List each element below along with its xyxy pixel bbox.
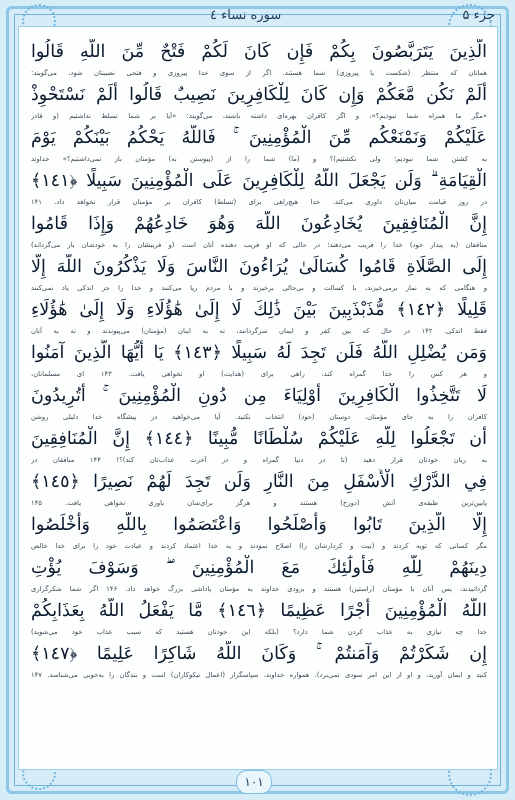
verse-line: الَّذِينَ يَتَرَبَّصُونَ بِكُمْ فَإِن كَانَ لَكُمْ فَتْحٌ مِّنَ اللَّهِ قَالُوا — [31, 42, 487, 62]
verse-line: إِلَى الصَّلَاةِ قَامُوا كُسَالَىٰ يُرَاءُونَ النَّاسَ وَلَا يَذْكُرُونَ اللَّهَ إِلَّا — [31, 257, 487, 277]
verse-line: اللَّهُ الْمُؤْمِنِينَ أَجْرًا عَظِيمًا ﴿١٤٦﴾ مَّا يَفْعَلُ اللَّهُ بِعَذَابِكُمْ — [31, 601, 487, 621]
translation-line: همانان كه منتظر (شكست يا پيروزی) شما هستند. اگر از سوی خدا پيروزی و فتحی نصيبتان شود، می‌گويند: — [31, 69, 487, 77]
translation-line: فقط اندكی. ۱۴۲ در حال كه بين كفر و ايمان سرگردانند، نه به اينان (مؤمنان) می‌پيوندند و نه به آنان — [31, 327, 487, 335]
translation-line: مگر كسانی كه توبه كردند و (نيت و كردارشان را) اصلاح نمودند و به خدا اعتماد كردند و عبادت خود را برای خدا خالص — [31, 542, 487, 550]
verse-line: دِينَهُمْ لِلَّهِ فَأُولَٰئِكَ مَعَ الْمُؤْمِنِينَ ۖ وَسَوْفَ يُؤْتِ — [31, 558, 487, 578]
verse-line: إِلَّا الَّذِينَ تَابُوا وَأَصْلَحُوا وَاعْتَصَمُوا بِاللَّهِ وَأَخْلَصُوا — [31, 515, 487, 535]
translation-line: خدا چه نيازی به عذاب كردن شما دارد؟ (بلكه اين خودتان هستيد كه سبب عذاب خود می‌شويد) — [31, 628, 487, 636]
translation-line: كنيد و ايمان آوريد، و او از اين امر سودی نمی‌برد)، همواره خداوند، سپاسگزار (اعمال نيكوكاران) است و بندگان را به‌خوبی می‌شناسد. ۱۴۷ — [31, 671, 487, 679]
page-number: ۱۰۱ — [236, 770, 272, 794]
surah-label: سوره نساء ٤ — [210, 7, 282, 23]
page-header — [210, 4, 495, 26]
verse-line: أَن تَجْعَلُوا لِلَّهِ عَلَيْكُمْ سُلْطَانًا مُّبِينًا ﴿١٤٤﴾ إِنَّ الْمُنَافِقِينَ — [31, 429, 487, 449]
translation-line: منافقان (به پندار خود) خدا را فريب می‌دهند؛ در حالی كه او فريب دهنده آنان است (و فريبشان را به خودشان باز می‌گرداند) — [31, 241, 487, 249]
juz-label: جزء ۵ — [462, 7, 495, 23]
verse-line: أَلَمْ نَكُن مَّعَكُمْ وَإِن كَانَ لِلْكَافِرِينَ نَصِيبٌ قَالُوا أَلَمْ نَسْتَحْوِذْ — [31, 85, 487, 105]
translation-line: «مگر ما همراه شما نبوديم؟»، و اگر كافران بهره‌ای داشته باشند، می‌گويند: «آيا بر شما تسلط نداشتيم (و قادر — [31, 112, 487, 120]
translation-line: در روز قيامت ميان‌تان داوری می‌كند. خدا هيچ‌راهی برای (تسلط) كافران بر مؤمنان قرار نخواهد داد. ۱۴۱ — [31, 198, 487, 206]
translation-line: پايين‌ترين طبقه‌ی آتش (دوزخ) هستند و هرگز برای‌شان ياوری نخواهی يافت. ۱۴۵ — [31, 499, 487, 507]
verse-line: إِنَّ الْمُنَافِقِينَ يُخَادِعُونَ اللَّهَ وَهُوَ خَادِعُهُمْ وَإِذَا قَامُوا — [31, 214, 487, 234]
verse-line: قَلِيلًا ﴿١٤٢﴾ مُّذَبْذَبِينَ بَيْنَ ذَٰلِكَ لَا إِلَىٰ هَٰؤُلَاءِ وَلَا إِلَىٰ هَٰؤُلَاءِ — [31, 300, 487, 320]
translation-line: گردانيدند، پس آنان با مؤمنان (راستين) هستند و بزودی خداوند به مؤمنان پاداشی بزرگ خواهد داد. ۱۴۶ اگر شما شكرگزاری — [31, 585, 487, 593]
verse-line: عَلَيْكُمْ وَنَمْنَعْكُم مِّنَ الْمُؤْمِنِينَ ۚ فَاللَّهُ يَحْكُمُ بَيْنَكُمْ يَوْمَ — [31, 128, 487, 148]
verse-lines — [31, 39, 487, 684]
translation-line: كافران را به جای مؤمنان، دوستان (خود) انتخاب نكنيد. آيا می‌خواهيد در پيشگاه خدا دليلی روشن — [31, 413, 487, 421]
translation-line: و هر كس را خدا گمراه كند، راهی برای (هدايت) او نخواهی يافت. ۱۴۳ ای مسلمانان، — [31, 370, 487, 378]
verse-line: وَمَن يُضْلِلِ اللَّهُ فَلَن تَجِدَ لَهُ سَبِيلًا ﴿١٤٣﴾ يَا أَيُّهَا الَّذِينَ آمَنُوا — [31, 343, 487, 363]
text-panel — [18, 26, 498, 770]
translation-line: به زيان خودتان قرار دهيد (تا در دنيا گمراه و در آخرت عذاب‌تان كند)؟! ۱۴۴ منافقان در — [31, 456, 487, 464]
verse-line: الْقِيَامَةِ ۗ وَلَن يَجْعَلَ اللَّهُ لِلْكَافِرِينَ عَلَى الْمُؤْمِنِينَ سَبِيلًا ﴿١٤١﴾ — [31, 171, 487, 191]
translation-line: به كشتن شما نبوديم؛ ولی نكشتيم)؟ و (ما) شما را از (پيوستن به) مؤمنان باز نمی‌داشتيم؟» خداوند — [31, 155, 487, 163]
verse-line: لَا تَتَّخِذُوا الْكَافِرِينَ أَوْلِيَاءَ مِن دُونِ الْمُؤْمِنِينَ ۚ أَتُرِيدُونَ — [31, 386, 487, 406]
verse-line: إِن شَكَرْتُمْ وَآمَنتُمْ ۚ وَكَانَ اللَّهُ شَاكِرًا عَلِيمًا ﴿١٤٧﴾ — [31, 644, 487, 664]
verse-line: فِي الدَّرْكِ الْأَسْفَلِ مِنَ النَّارِ وَلَن تَجِدَ لَهُمْ نَصِيرًا ﴿١٤٥﴾ — [31, 472, 487, 492]
translation-line: و هنگامی كه به نماز برمی‌خيزند، با كسالت و بی‌حالی برخيزند و با مردم ريا می‌كنند و خدا را جز اندكی ياد نمی‌كنند — [31, 284, 487, 292]
